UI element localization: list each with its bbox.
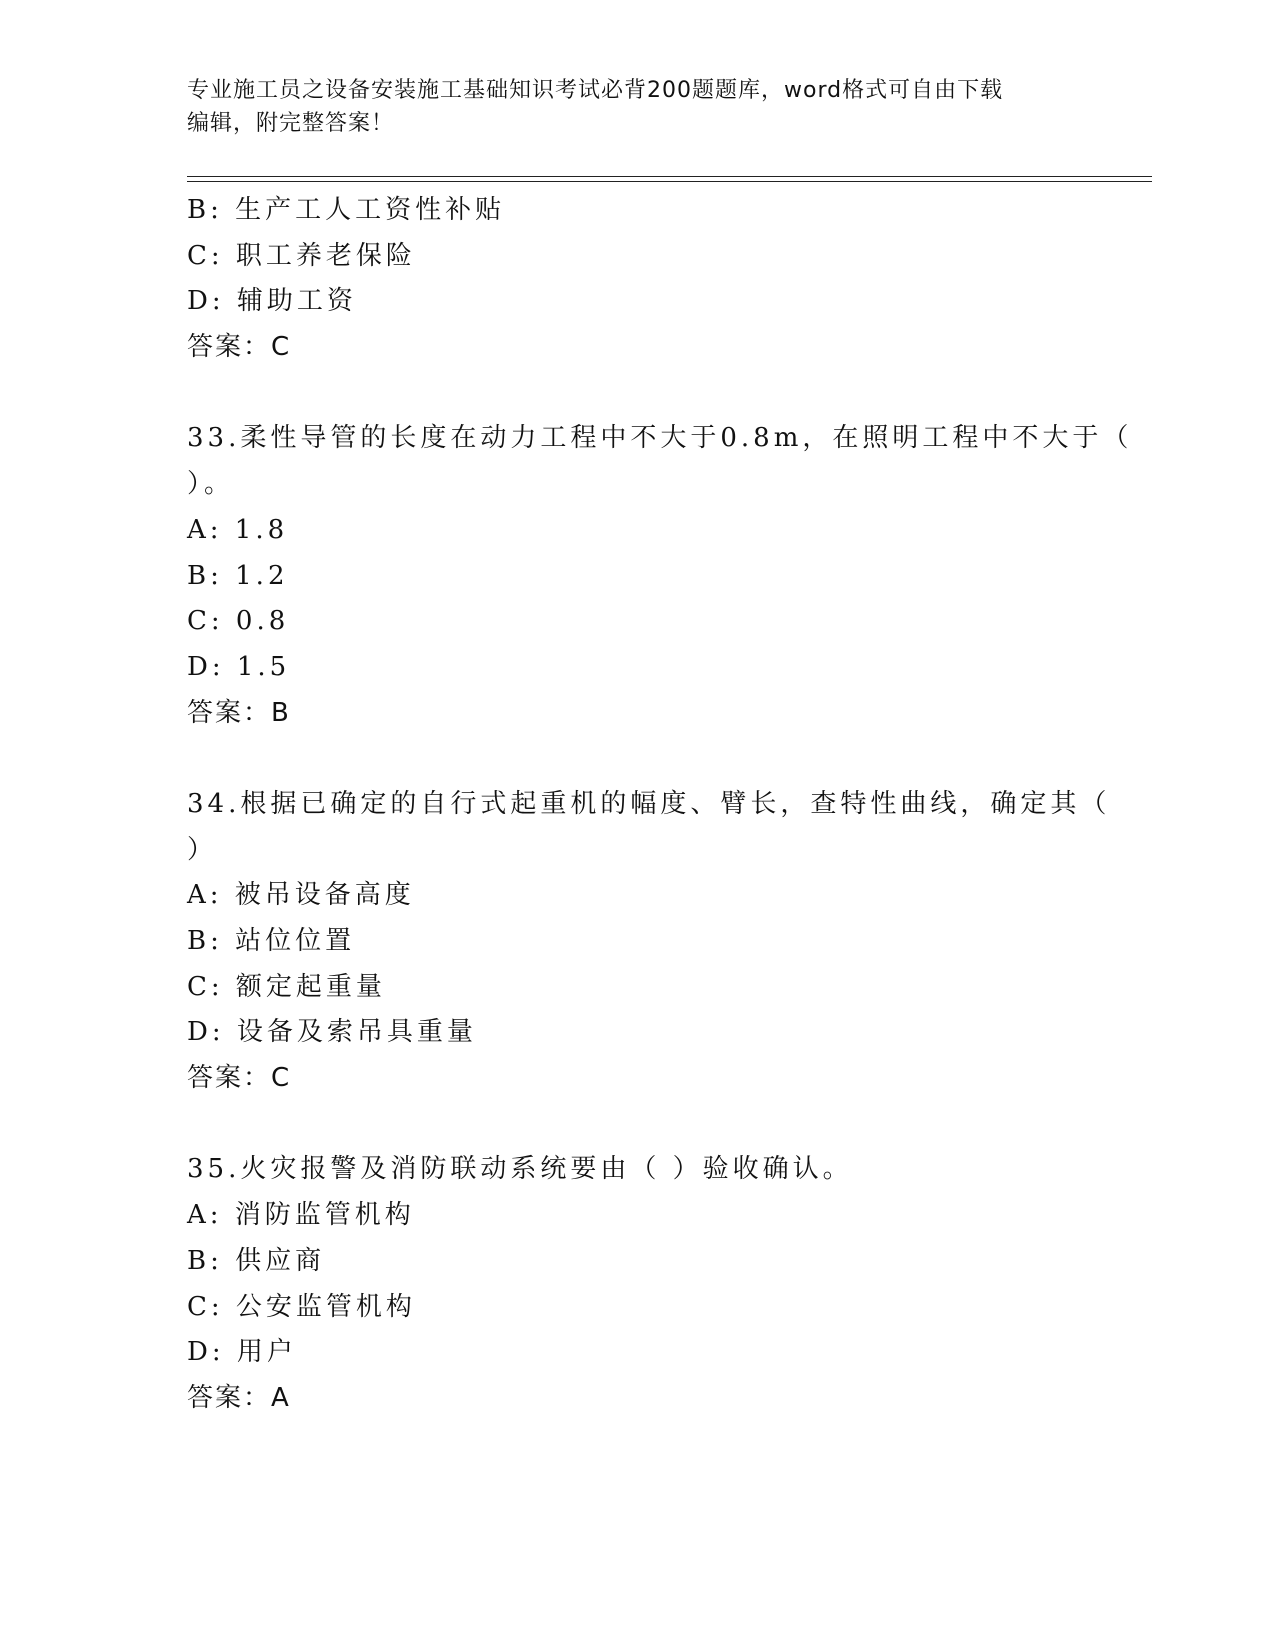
header-line-1: 专业施工员之设备安装施工基础知识考试必背200题题库，word格式可自由下载 bbox=[187, 78, 1004, 103]
answer-line: 答案：C bbox=[187, 332, 292, 363]
answer-line: 答案：C bbox=[187, 1063, 292, 1094]
option-d: D: 1.5 bbox=[187, 651, 291, 682]
spacer bbox=[187, 736, 1087, 782]
question-text-cont: ）。 bbox=[187, 469, 235, 500]
header-divider-top bbox=[187, 176, 1152, 177]
header-line-2: 编辑，附完整答案！ bbox=[187, 111, 395, 136]
prev-question bbox=[187, 188, 1087, 371]
option-b: B: 站位位置 bbox=[187, 926, 356, 956]
option-a: A: 被吊设备高度 bbox=[187, 880, 415, 911]
document-header bbox=[187, 74, 1087, 140]
option-c: C: 0.8 bbox=[187, 606, 290, 637]
question-33 bbox=[187, 416, 1133, 736]
answer-line: 答案：A bbox=[187, 1382, 291, 1413]
question-list bbox=[187, 188, 1133, 1422]
option-b: B: 供应商 bbox=[187, 1245, 326, 1276]
question-35 bbox=[187, 1147, 1087, 1421]
spacer bbox=[187, 371, 1087, 417]
question-text: 33.柔性导管的长度在动力工程中不大于0.8m，在照明工程中不大于（ bbox=[187, 423, 1133, 454]
question-text: 34.根据已确定的自行式起重机的幅度、臂长，查特性曲线，确定其（ bbox=[187, 788, 1111, 819]
question-text: 35.火灾报警及消防联动系统要由（ ）验收确认。 bbox=[187, 1154, 853, 1185]
question-text-cont: ） bbox=[187, 834, 218, 865]
option-a: A: 消防监管机构 bbox=[187, 1200, 415, 1231]
option-d: D: 用户 bbox=[187, 1337, 297, 1368]
option-c: C: 公安监管机构 bbox=[187, 1291, 416, 1322]
option-d: D: 辅助工资 bbox=[187, 286, 357, 317]
option-d: D: 设备及索吊具重量 bbox=[187, 1017, 477, 1048]
question-34 bbox=[187, 782, 1111, 1102]
option-c: C: 职工养老保险 bbox=[187, 240, 416, 271]
option-a: A: 1.8 bbox=[187, 514, 289, 545]
option-b: B: 生产工人工资性补贴 bbox=[187, 195, 506, 225]
answer-line: 答案：B bbox=[187, 697, 291, 728]
header-divider-bottom bbox=[187, 181, 1152, 182]
spacer bbox=[187, 1102, 1087, 1148]
option-b: B: 1.2 bbox=[187, 560, 289, 591]
option-c: C: 额定起重量 bbox=[187, 971, 386, 1002]
